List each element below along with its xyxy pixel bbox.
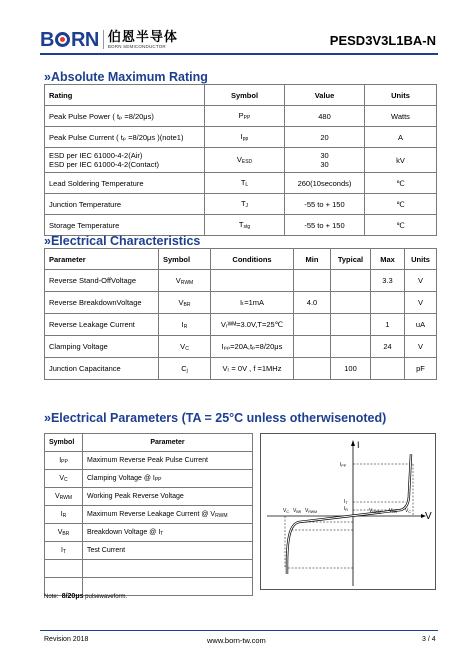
min-cell <box>294 358 331 380</box>
vc-neg-label: $V_C$ <box>283 508 289 514</box>
ec-table <box>44 248 437 380</box>
cond-cell: Vᵣ = 0V , f =1MHz <box>211 358 294 380</box>
ir-label: $I_R$ <box>344 506 348 512</box>
col-header: Symbol <box>159 249 211 270</box>
table-row <box>45 148 437 173</box>
rating-cell: Peak Pulse Current ( tₚ =8/20μs )(note1) <box>45 127 205 148</box>
table-row <box>45 292 437 314</box>
symbol-cell: $P_{PP}$ <box>205 106 285 127</box>
table-row <box>45 560 253 578</box>
table-header-row <box>45 434 253 452</box>
table-row <box>45 270 437 292</box>
table-row <box>45 506 253 524</box>
symbol-cell: $V_{RWM}$ <box>159 270 211 292</box>
param-cell: Working Peak Reverse Voltage <box>83 488 253 506</box>
iv-curve-svg <box>261 434 435 589</box>
param-cell: Reverse Leakage Current <box>45 314 159 336</box>
min-cell <box>294 336 331 358</box>
param-cell <box>83 560 253 578</box>
max-cell: 24 <box>371 336 405 358</box>
col-header: Max <box>371 249 405 270</box>
col-header: Units <box>365 85 437 106</box>
iv-curve-inner <box>287 454 411 574</box>
rating-cell: ESD per IEC 61000-4-2(Air) ESD per IEC 61000-4-2(Contact) <box>45 148 205 173</box>
col-header: Parameter <box>45 249 159 270</box>
col-header: Rating <box>45 85 205 106</box>
units-cell: A <box>365 127 437 148</box>
cond-cell: Iₜ=1mA <box>211 292 294 314</box>
units-cell: uA <box>405 314 437 336</box>
ipp-label: $I_{PP}$ <box>340 462 347 468</box>
vrwm-pos-label: $V_{RWM}$ <box>369 508 382 514</box>
i-axis-arrow-icon <box>351 440 355 446</box>
rating-cell: Peak Pulse Power ( tₚ =8/20μs) <box>45 106 205 127</box>
header-divider <box>40 53 438 55</box>
symbol-cell: $T_L$ <box>205 173 285 194</box>
symbol-cell: $V_C$ <box>45 470 83 488</box>
symbol-cell: $I_{PP}$ <box>45 452 83 470</box>
param-cell: Maximum Reverse Leakage Current @ $V_{RWM}$ <box>83 506 253 524</box>
col-header: Parameter <box>83 434 253 452</box>
max-cell <box>371 292 405 314</box>
symbol-cell: $T_{stg}$ <box>205 215 285 236</box>
i-axis-label: I <box>357 440 360 450</box>
revision-text: Revision 2018 <box>44 636 89 643</box>
table-header-row <box>45 85 437 106</box>
table-row <box>45 452 253 470</box>
table-row <box>45 127 437 148</box>
logo-chinese-name: 伯恩半导体 <box>107 29 178 44</box>
param-cell: Maximum Reverse Peak Pulse Current <box>83 452 253 470</box>
units-cell: kV <box>365 148 437 173</box>
v-axis-label: V <box>425 511 432 522</box>
note: Note: 8/20μs pulsewaveform. <box>44 593 128 600</box>
symbol-cell: $T_J$ <box>205 194 285 215</box>
units-cell: pF <box>405 358 437 380</box>
cond-cell: Vᵣᵂᴹ=3.0V,T=25℃ <box>211 314 294 336</box>
symbol-cell: $I_{pp}$ <box>205 127 285 148</box>
table-row <box>45 215 437 236</box>
vbr-neg-label: $V_{BR}$ <box>293 508 302 514</box>
it-label: $I_T$ <box>344 499 348 505</box>
symbol-cell: $V_C$ <box>159 336 211 358</box>
col-header: Value <box>285 85 365 106</box>
value-cell: 480 <box>285 106 365 127</box>
col-header: Min <box>294 249 331 270</box>
table-row <box>45 488 253 506</box>
units-cell: V <box>405 270 437 292</box>
logo-circle-icon <box>55 32 70 47</box>
typ-cell <box>331 270 371 292</box>
col-header: Typical <box>331 249 371 270</box>
param-cell: Reverse BreakdownVoltage <box>45 292 159 314</box>
rating-cell: Junction Temperature <box>45 194 205 215</box>
col-header: Symbol <box>45 434 83 452</box>
value-cell: -55 to + 150 <box>285 215 365 236</box>
table-row <box>45 106 437 127</box>
company-logo <box>40 30 178 50</box>
website-link[interactable]: www.born-tw.com <box>207 636 266 645</box>
logo-mark: B RN <box>40 29 99 51</box>
param-cell: Reverse Stand-OffVoltage <box>45 270 159 292</box>
symbol-cell: $C_j$ <box>159 358 211 380</box>
units-cell: ℃ <box>365 215 437 236</box>
logo-english-name: BORN SEMICONDUCTOR <box>107 44 166 49</box>
table-row <box>45 336 437 358</box>
symbol-cell: $V_{BR}$ <box>45 524 83 542</box>
cond-cell <box>211 270 294 292</box>
table-row <box>45 173 437 194</box>
min-cell <box>294 314 331 336</box>
value-cell: -55 to + 150 <box>285 194 365 215</box>
table-row <box>45 542 253 560</box>
amr-table <box>44 84 437 236</box>
col-header: Units <box>405 249 437 270</box>
symbol-cell: $V_{RWM}$ <box>45 488 83 506</box>
rating-cell: Lead Soldering Temperature <box>45 173 205 194</box>
max-cell: 1 <box>371 314 405 336</box>
typ-cell <box>331 336 371 358</box>
param-cell: Clamping Voltage <box>45 336 159 358</box>
symbol-cell: $V_{BR}$ <box>159 292 211 314</box>
ep-table <box>44 433 253 596</box>
col-header: Symbol <box>205 85 285 106</box>
footer-divider <box>40 630 438 631</box>
max-cell: 3.3 <box>371 270 405 292</box>
iv-curve-diagram <box>260 433 436 590</box>
units-cell: Watts <box>365 106 437 127</box>
table-row <box>45 524 253 542</box>
param-cell: Breakdown Voltage @ $I_T$ <box>83 524 253 542</box>
table-row <box>45 194 437 215</box>
min-cell <box>294 270 331 292</box>
part-number: PESD3V3L1BA-N <box>329 33 436 48</box>
iv-curve <box>287 454 411 574</box>
table-row <box>45 470 253 488</box>
min-cell: 4.0 <box>294 292 331 314</box>
param-cell: Clamping Voltage @ $I_{PP}$ <box>83 470 253 488</box>
amr-title: »Absolute Maximum Rating <box>44 70 208 84</box>
value-cell: 30 30 <box>285 148 365 173</box>
table-row <box>45 358 437 380</box>
table-header-row <box>45 249 437 270</box>
symbol-cell: $V_{ESD}$ <box>205 148 285 173</box>
value-cell: 260(10seconds) <box>285 173 365 194</box>
param-cell: Junction Capacitance <box>45 358 159 380</box>
units-cell: V <box>405 292 437 314</box>
units-cell: ℃ <box>365 194 437 215</box>
symbol-cell <box>45 560 83 578</box>
rating-cell: Storage Temperature <box>45 215 205 236</box>
typ-cell: 100 <box>331 358 371 380</box>
ec-title: »Electrical Characteristics <box>44 234 201 248</box>
table-row <box>45 314 437 336</box>
col-header: Conditions <box>211 249 294 270</box>
symbol-cell: $I_R$ <box>159 314 211 336</box>
symbol-cell: $I_T$ <box>45 542 83 560</box>
symbol-cell: $I_R$ <box>45 506 83 524</box>
units-cell: ℃ <box>365 173 437 194</box>
units-cell: V <box>405 336 437 358</box>
param-cell: Test Current <box>83 542 253 560</box>
vbr-pos-label: $V_{BR}$ <box>389 508 398 514</box>
vc-pos-label: $V_C$ <box>405 508 411 514</box>
value-cell: 20 <box>285 127 365 148</box>
cond-cell: Iₚₚ=20A,tₚ=8/20μs <box>211 336 294 358</box>
typ-cell <box>331 314 371 336</box>
page-number: 3 / 4 <box>422 636 436 643</box>
typ-cell <box>331 292 371 314</box>
vrwm-neg-label: $V_{RWM}$ <box>305 508 318 514</box>
ep-title: »Electrical Parameters (TA = 25°C unless otherwisenoted) <box>44 411 387 425</box>
max-cell <box>371 358 405 380</box>
